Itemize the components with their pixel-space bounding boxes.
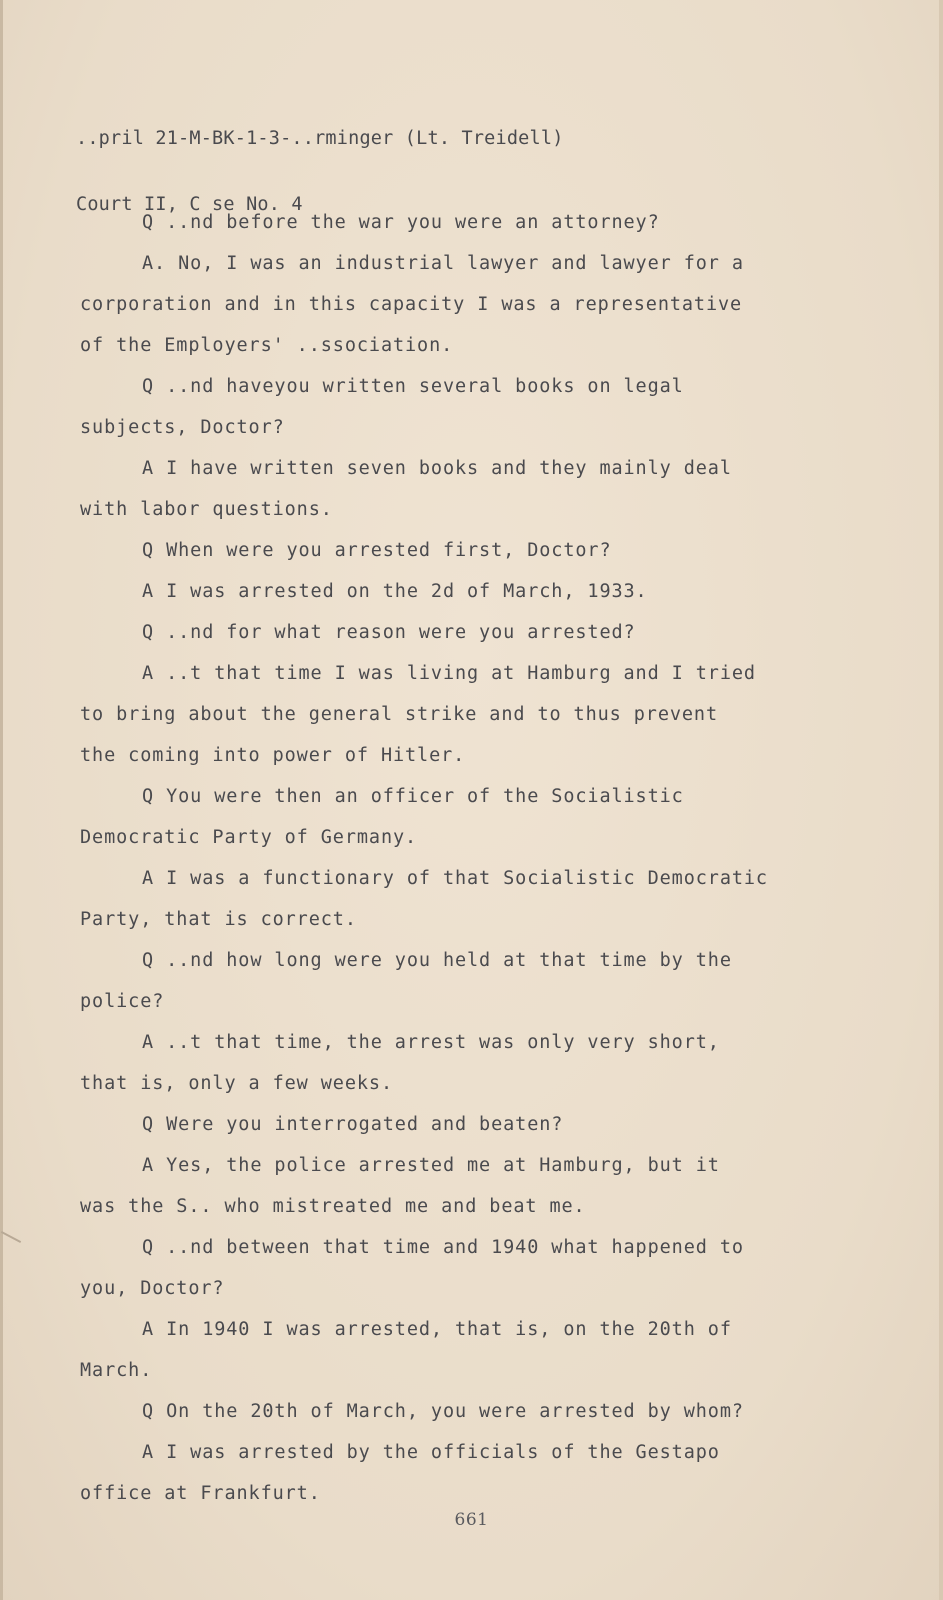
transcript-line: Q ..nd between that time and 1940 what happened to [142, 1237, 744, 1258]
transcript-line: A In 1940 I was arrested, that is, on the 20th of [142, 1319, 732, 1340]
transcript-line: March. [80, 1360, 153, 1381]
transcript-line: corporation and in this capacity I was a representative [80, 294, 743, 315]
header-line-1: ..pril 21-M-BK-1-3-..rminger (Lt. Treidell) [76, 128, 564, 149]
transcript-line: A I have written seven books and they mainly deal [142, 458, 732, 479]
transcript-line: A ..t that time, the arrest was only very short, [142, 1032, 720, 1053]
transcript-line: Q Were you interrogated and beaten? [142, 1114, 564, 1135]
transcript-line: A ..t that time I was living at Hamburg and I tried [142, 663, 756, 684]
transcript-line: to bring about the general strike and to thus prevent [80, 704, 719, 725]
margin-mark [1, 1231, 21, 1243]
transcript-line: Party, that is correct. [80, 909, 357, 930]
transcript-line: Q When were you arrested first, Doctor? [142, 540, 612, 561]
transcript-line: A I was arrested on the 2d of March, 1933. [142, 581, 648, 602]
transcript-line: Q ..nd haveyou written several books on legal [142, 376, 684, 397]
transcript-line: of the Employers' ..ssociation. [80, 335, 454, 356]
transcript-line: subjects, Doctor? [80, 417, 285, 438]
transcript-line: police? [80, 991, 165, 1012]
transcript-line: office at Frankfurt. [80, 1483, 321, 1504]
transcript-line: Q ..nd before the war you were an attorney? [142, 212, 660, 233]
transcript-body [80, 202, 880, 1514]
transcript-line: Q You were then an officer of the Socialistic [142, 786, 684, 807]
transcript-line: the coming into power of Hitler. [80, 745, 466, 766]
transcript-line: A. No, I was an industrial lawyer and lawyer for a [142, 253, 744, 274]
transcript-line: A Yes, the police arrested me at Hamburg, but it [142, 1155, 720, 1176]
transcript-line: with labor questions. [80, 499, 333, 520]
transcript-line: you, Doctor? [80, 1278, 225, 1299]
transcript-line: Q ..nd how long were you held at that time by the [142, 950, 732, 971]
transcript-line: Q ..nd for what reason were you arrested? [142, 622, 636, 643]
header-line-2: Court II, C se No. 4 [76, 194, 303, 215]
transcript-line: A I was arrested by the officials of the Gestapo [142, 1442, 720, 1463]
transcript-line: A I was a functionary of that Socialistic Democratic [142, 868, 768, 889]
transcript-line: was the S.. who mistreated me and beat me. [80, 1196, 586, 1217]
page-number: 661 [454, 1510, 489, 1530]
transcript-line: Q On the 20th of March, you were arrested by whom? [142, 1401, 744, 1422]
transcript-line: Democratic Party of Germany. [80, 827, 418, 848]
transcript-line: that is, only a few weeks. [80, 1073, 393, 1094]
